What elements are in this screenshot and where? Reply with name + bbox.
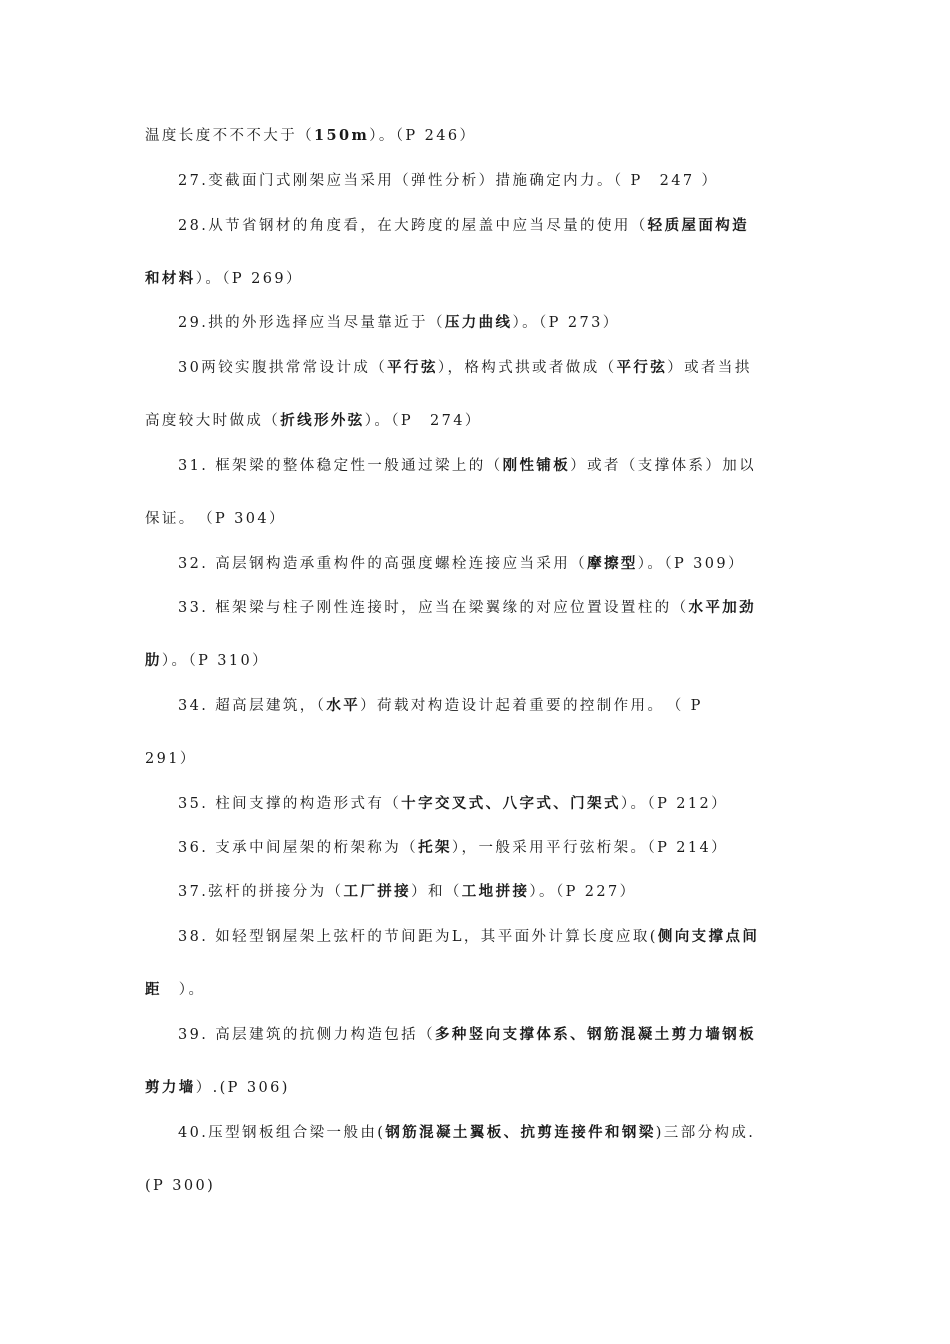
item-31: 31. 框架梁的整体稳定性一般通过梁上的（刚性铺板）或者（支撑体系）加以 (178, 457, 757, 474)
item-30-cont: 高度较大时做成（折线形外弦）。（P 274） (145, 412, 482, 429)
item-38-cont: 距 ）。 (145, 981, 206, 998)
item-37: 37.弦杆的拼接分为（工厂拼接）和（工地拼接）。（P 227） (178, 883, 637, 900)
item-36: 36. 支承中间屋架的桁架称为（托架），一般采用平行弦桁架。（P 214） (178, 839, 729, 856)
item-40: 40.压型钢板组合梁一般由(钢筋混凝土翼板、抗剪连接件和钢梁)三部分构成. (178, 1124, 756, 1141)
item-30: 30两铰实腹拱常常设计成（平行弦），格构式拱或者做成（平行弦）或者当拱 (178, 359, 752, 376)
item-31-cont: 保证。 （P 304） (145, 511, 286, 527)
item-29: 29.拱的外形选择应当尽量靠近于（压力曲线）。（P 273） (178, 314, 620, 331)
item-34-cont: 291） (145, 751, 197, 767)
item-28-cont: 和材料）。（P 269） (145, 270, 303, 287)
item-38: 38. 如轻型钢屋架上弦杆的节间距为L，其平面外计算长度应取(侧向支撑点间 (178, 928, 760, 945)
item-39: 39. 高层建筑的抗侧力构造包括（多种竖向支撑体系、钢筋混凝土剪力墙钢板 (178, 1026, 757, 1043)
item-32: 32. 高层钢构造承重构件的高强度螺栓连接应当采用（摩擦型）。（P 309） (178, 555, 745, 572)
item-35: 35. 柱间支撑的构造形式有（十字交叉式、八字式、门架式）。（P 212） (178, 795, 729, 812)
item-28: 28.从节省钢材的角度看，在大跨度的屋盖中应当尽量的使用（轻质屋面构造 (178, 217, 750, 234)
item-40-cont: (P 300) (145, 1178, 216, 1194)
item-33: 33. 框架梁与柱子刚性连接时，应当在梁翼缘的对应位置设置柱的（水平加劲 (178, 599, 757, 616)
item-39-cont: 剪力墙）.(P 306) (145, 1079, 290, 1096)
item-34: 34. 超高层建筑，（水平）荷载对构造设计起着重要的控制作用。 （ P (178, 697, 703, 714)
item-33-cont: 肋）。（P 310） (145, 652, 270, 669)
text-line-1: 温度长度不不不大于（150m）。（P 246） (145, 127, 477, 144)
item-27: 27.变截面门式刚架应当采用（弹性分析）措施确定内力。（ P 247 ） (178, 173, 719, 189)
